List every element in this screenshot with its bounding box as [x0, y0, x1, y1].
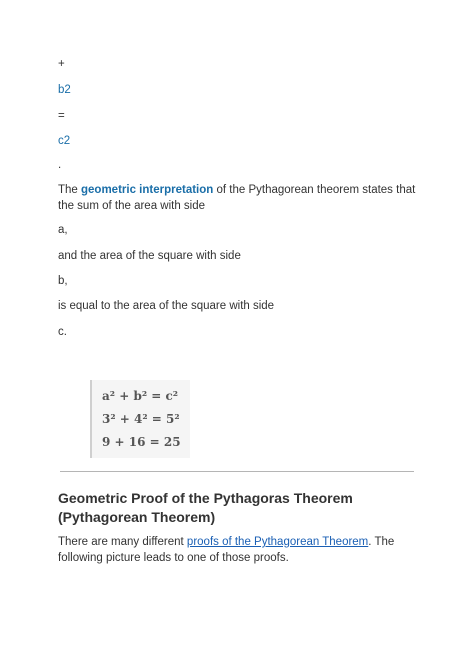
- side-a-label: a,: [58, 224, 68, 236]
- c-squared-term: c2: [58, 135, 71, 147]
- side-c-label: c.: [58, 326, 67, 338]
- side-b-text: is equal to the area of the square with side: [58, 300, 275, 312]
- equals-sign: =: [58, 110, 65, 122]
- section-divider: [60, 471, 414, 472]
- side-b-label: b,: [58, 275, 68, 287]
- math-row-3: 9 + 16 = 25: [102, 435, 181, 449]
- interpretation-highlight: geometric interpretation: [81, 184, 214, 196]
- interpretation-paragraph: [58, 182, 418, 214]
- interpretation-rest: of the Pythagorean theorem states that the sum of the area with side: [58, 184, 416, 212]
- b-squared-term: b2: [58, 84, 71, 96]
- math-equations-box: [90, 380, 190, 458]
- pythagorean-proofs-link[interactable]: proofs of the Pythagorean Theorem: [186, 536, 369, 548]
- section-intro-paragraph: [58, 534, 418, 566]
- math-row-2: 3² + 4² = 5²: [102, 412, 180, 426]
- period: .: [58, 159, 62, 171]
- intro-before: There are many different: [58, 536, 187, 548]
- plus-sign: +: [58, 58, 65, 70]
- section-heading: Geometric Proof of the Pythagoras Theorem (Pythagorean Theorem): [58, 490, 353, 525]
- side-a-text: and the area of the square with side: [58, 250, 241, 262]
- math-row-1: a² + b² = c²: [102, 389, 179, 403]
- intro-after: . The following picture leads to one of those proofs.: [58, 536, 395, 564]
- interpretation-lead: The: [58, 184, 82, 196]
